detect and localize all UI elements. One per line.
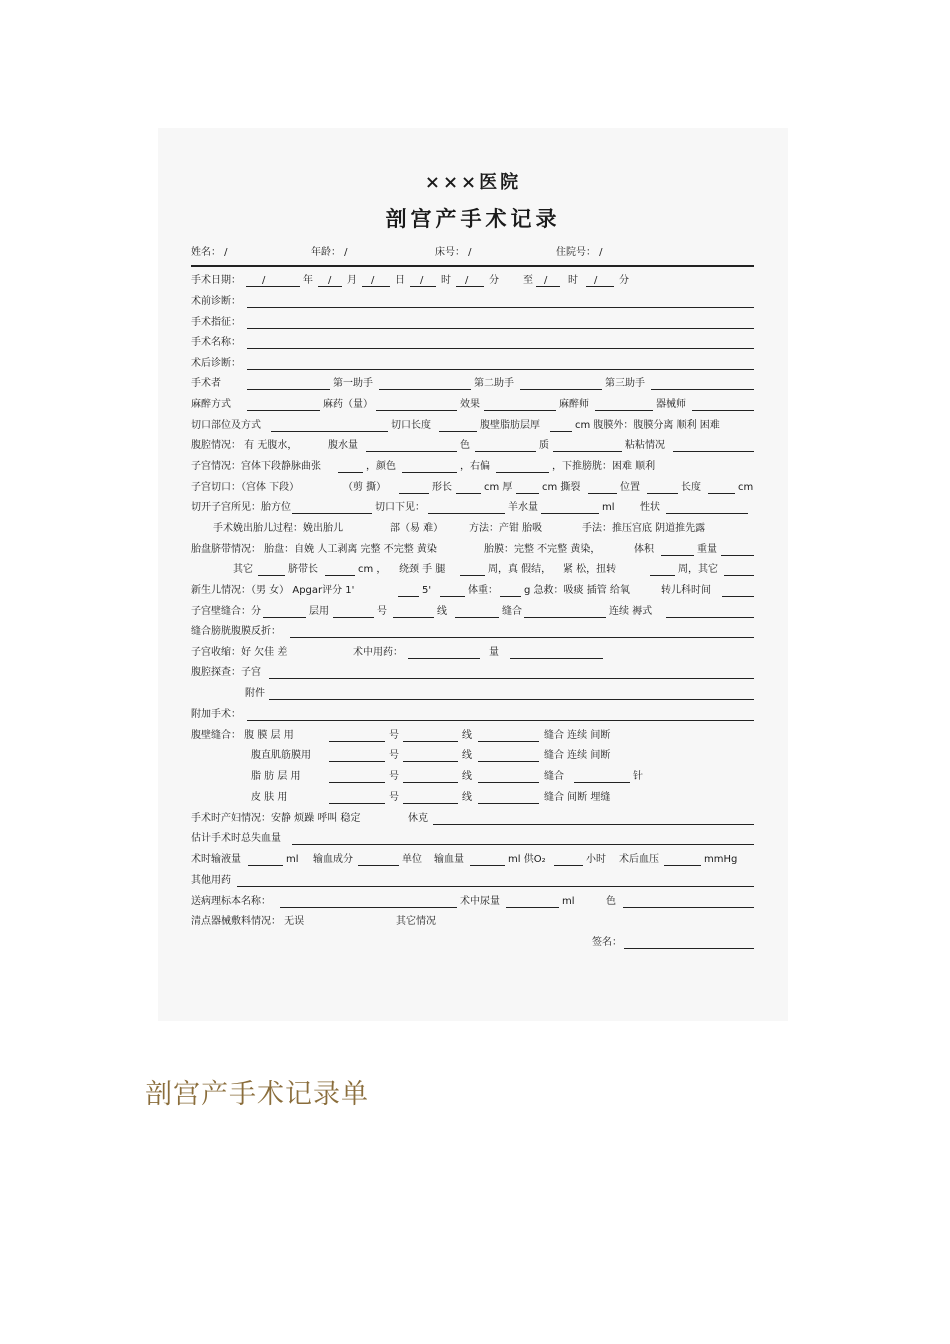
fill-in-line: [666, 617, 754, 618]
field-label: cm ，: [358, 564, 387, 575]
field-label: 部（易 难）: [390, 523, 444, 534]
header-field: 床号： /: [435, 247, 472, 258]
field-label: 分: [619, 275, 629, 286]
field-label: 体重：: [468, 585, 498, 596]
field-label: （剪 撕）: [343, 482, 387, 493]
field-label: 线: [462, 730, 472, 741]
fill-in-line: [541, 513, 599, 514]
fill-in-line: [478, 782, 539, 783]
field-label: ml: [562, 896, 575, 907]
field-label: ，颜色: [366, 461, 396, 472]
field-label: g 急救：吸痰 插管 给氧: [524, 585, 630, 596]
header-field: 姓名： /: [191, 247, 228, 258]
field-label: /: [465, 275, 469, 286]
field-label: 麻醉师: [559, 399, 589, 410]
field-label: 连续 褥式: [609, 606, 653, 617]
fill-in-line: [402, 472, 457, 473]
fill-in-line: [664, 865, 701, 866]
field-label: 分: [489, 275, 499, 286]
field-label: 器械师: [656, 399, 686, 410]
fill-in-line: [403, 782, 458, 783]
field-label: 手法：推压宫底 阴道推先露: [582, 523, 706, 534]
fill-in-line: [574, 782, 630, 783]
field-label: 切口长度: [391, 420, 431, 431]
fill-in-line: [586, 286, 614, 287]
field-label: /: [544, 275, 548, 286]
fill-in-line: [376, 410, 457, 411]
field-label: 脂 肪 层 用: [251, 771, 301, 782]
fill-in-line: [520, 389, 602, 390]
field-label: 线: [462, 771, 472, 782]
form-scan-image: [158, 128, 788, 1021]
fill-in-line: [247, 389, 330, 390]
field-label: 胎盘脐带情况： 胎盘：自娩 人工剥离 完整 不完整 黄染: [191, 544, 437, 555]
field-label: 色: [460, 440, 470, 451]
field-label: 缝合 连续 间断: [544, 730, 611, 741]
fill-in-line: [292, 513, 372, 514]
fill-in-line: [403, 741, 458, 742]
field-label: 号: [389, 730, 399, 741]
fill-in-line: [524, 617, 606, 618]
fill-in-line: [722, 596, 754, 597]
field-label: 线: [462, 792, 472, 803]
field-label: 术后诊断：: [191, 358, 241, 369]
header-divider: [191, 265, 754, 267]
fill-in-line: [271, 431, 388, 432]
fill-in-line: [455, 617, 499, 618]
field-label: 质: [539, 440, 549, 451]
fill-in-line: [475, 451, 536, 452]
fill-in-line: [692, 410, 754, 411]
fill-in-line: [290, 637, 754, 638]
fill-in-line: [624, 948, 754, 949]
field-label: /: [328, 275, 332, 286]
fill-in-line: [258, 575, 285, 576]
fill-in-line: [325, 575, 355, 576]
field-label: 估计手术时总失血量: [191, 833, 281, 844]
field-label: 效果: [460, 399, 480, 410]
field-label: 号: [389, 750, 399, 761]
field-label: 时: [568, 275, 578, 286]
field-label: 体积: [634, 544, 654, 555]
field-label: 粘粘情况: [625, 440, 665, 451]
field-label: 手术名称：: [191, 337, 241, 348]
field-label: 第三助手: [605, 378, 645, 389]
document-caption: 剖宫产手术记录单: [145, 1079, 369, 1110]
fill-in-line: [510, 658, 603, 659]
hospital-name: ×××医院: [424, 172, 522, 193]
field-label: 缝合: [544, 771, 564, 782]
field-label: 缝合: [502, 606, 522, 617]
fill-in-line: [292, 844, 754, 845]
field-label: 其他用药: [191, 875, 231, 886]
field-label: 月: [347, 275, 357, 286]
field-label: 线: [437, 606, 447, 617]
field-label: 术前诊断：: [191, 296, 241, 307]
field-label: cm 腹膜外：腹膜分离 顺利 困难: [575, 420, 720, 431]
field-label: 重量: [697, 544, 717, 555]
field-label: 缝合 连续 间断: [544, 750, 611, 761]
fill-in-line: [263, 617, 306, 618]
field-label: 羊水量: [508, 502, 538, 513]
field-label: 号: [377, 606, 387, 617]
fill-in-line: [329, 803, 385, 804]
field-label: 术时输液量: [191, 854, 241, 865]
field-label: 子宫壁缝合：分: [191, 606, 261, 617]
fill-in-line: [333, 617, 374, 618]
fill-in-line: [588, 493, 617, 494]
field-label: 附加手术：: [191, 709, 241, 720]
fill-in-line: [460, 575, 485, 576]
field-label: 皮 肤 用: [251, 792, 288, 803]
field-label: 腹壁缝合： 腹 膜 层 用: [191, 730, 294, 741]
fill-in-line: [338, 472, 363, 473]
field-label: 缝合膀胱腹膜反折：: [191, 626, 281, 637]
fill-in-line: [478, 803, 539, 804]
fill-in-line: [433, 824, 754, 825]
field-label: cm 撕裂: [542, 482, 581, 493]
field-label: 手术时产妇情况：安静 烦躁 呼叫 稳定: [191, 813, 361, 824]
field-label: 量: [489, 647, 499, 658]
field-label: 线: [462, 750, 472, 761]
field-label: 麻醉方式: [191, 399, 231, 410]
fill-in-line: [379, 389, 471, 390]
field-label: 长度: [681, 482, 701, 493]
fill-in-line: [623, 907, 754, 908]
field-label: 第一助手: [333, 378, 373, 389]
field-label: 脐带长: [288, 564, 318, 575]
fill-in-line: [554, 865, 583, 866]
field-label: 清点器械敷料情况： 无误: [191, 916, 305, 927]
fill-in-line: [666, 513, 748, 514]
fill-in-line: [516, 493, 539, 494]
field-label: 形长: [432, 482, 452, 493]
fill-in-line: [708, 493, 735, 494]
field-label: 方法：产钳 胎吸: [469, 523, 543, 534]
fill-in-line: [358, 865, 399, 866]
fill-in-line: [362, 286, 390, 287]
field-label: 缝合 间断 埋缝: [544, 792, 611, 803]
fill-in-line: [439, 431, 477, 432]
field-label: 时: [441, 275, 451, 286]
form-title: 剖宫产手术记录: [385, 206, 561, 231]
fill-in-line: [269, 699, 754, 700]
fill-in-line: [500, 596, 521, 597]
fill-in-line: [721, 555, 754, 556]
fill-in-line: [595, 410, 653, 411]
field-label: 腹壁脂肪层厚: [480, 420, 540, 431]
field-label: 腹腔探查：子宫: [191, 667, 261, 678]
fill-in-line: [410, 286, 436, 287]
field-label: 单位: [402, 854, 422, 865]
field-label: 输血成分: [313, 854, 353, 865]
fill-in-line: [318, 286, 342, 287]
field-label: 输血量: [434, 854, 464, 865]
field-label: 色: [606, 896, 616, 907]
fill-in-line: [553, 451, 622, 452]
fill-in-line: [470, 865, 505, 866]
fill-in-line: [484, 410, 556, 411]
fill-in-line: [456, 493, 481, 494]
fill-in-line: [496, 472, 549, 473]
fill-in-line: [428, 513, 505, 514]
fill-in-line: [247, 348, 754, 349]
field-label: 周，真 假结，: [488, 564, 552, 575]
field-label: 转儿科时间: [661, 585, 711, 596]
field-label: 日: [395, 275, 405, 286]
fill-in-line: [673, 451, 754, 452]
field-label: 切开子宫所见：胎方位: [191, 502, 291, 513]
field-label: 周，其它: [678, 564, 718, 575]
fill-in-line: [399, 493, 429, 494]
field-label: 附件: [245, 688, 265, 699]
field-label: ml: [286, 854, 299, 865]
field-label: 紧 松，扭转: [563, 564, 617, 575]
field-label: 其它: [233, 564, 253, 575]
fill-in-line: [550, 431, 572, 432]
fill-in-line: [506, 907, 559, 908]
fill-in-line: [280, 907, 457, 908]
field-label: 号: [389, 792, 399, 803]
field-label: 腹直肌筋膜用: [251, 750, 311, 761]
surgery-record-form: [158, 128, 788, 1021]
field-label: /: [420, 275, 424, 286]
fill-in-line: [247, 307, 754, 308]
header-field: 年龄： /: [311, 247, 348, 258]
fill-in-line: [393, 617, 434, 618]
fill-in-line: [440, 596, 465, 597]
fill-in-line: [247, 410, 320, 411]
field-label: 术中尿量: [460, 896, 500, 907]
fill-in-line: [456, 286, 484, 287]
field-label: 送病理标本名称：: [191, 896, 271, 907]
field-label: mmHg: [704, 854, 738, 865]
field-label: 腹腔情况： 有 无腹水，: [191, 440, 298, 451]
field-label: /: [371, 275, 375, 286]
fill-in-line: [650, 575, 675, 576]
field-label: 其它情况: [396, 916, 436, 927]
field-label: 休克: [408, 813, 428, 824]
fill-in-line: [408, 658, 480, 659]
field-label: 子宫情况：宫体下段静脉曲张: [191, 461, 321, 472]
field-label: cm 厚: [484, 482, 513, 493]
field-label: 术后血压: [619, 854, 659, 865]
field-label: 层用: [309, 606, 329, 617]
fill-in-line: [478, 741, 539, 742]
fill-in-line: [329, 761, 385, 762]
field-label: /: [262, 275, 266, 286]
field-label: 腹水量: [328, 440, 358, 451]
field-label: ml 供O₂: [508, 854, 546, 865]
field-label: 切口部位及方式: [191, 420, 261, 431]
field-label: 子宫收缩：好 欠佳 差: [191, 647, 288, 658]
field-label: 麻药（量）: [323, 399, 373, 410]
fill-in-line: [247, 720, 754, 721]
header-field: 住院号： /: [556, 247, 603, 258]
field-label: 年: [303, 275, 313, 286]
fill-in-line: [403, 803, 458, 804]
field-label: ml: [602, 502, 615, 513]
field-label: ，右偏: [460, 461, 490, 472]
fill-in-line: [247, 369, 754, 370]
field-label: 性状: [640, 502, 660, 513]
fill-in-line: [329, 782, 385, 783]
field-label: cm: [738, 482, 754, 493]
fill-in-line: [247, 328, 754, 329]
fill-in-line: [237, 886, 754, 887]
fill-in-line: [366, 451, 457, 452]
field-label: 绕颈 手 腿: [399, 564, 446, 575]
field-label: 5': [422, 585, 432, 596]
fill-in-line: [246, 286, 300, 287]
field-label: /: [594, 275, 598, 286]
fill-in-line: [661, 555, 694, 556]
fill-in-line: [269, 678, 754, 679]
fill-in-line: [329, 741, 385, 742]
field-label: 手术日期：: [191, 275, 241, 286]
fill-in-line: [647, 493, 678, 494]
field-label: 手术娩出胎儿过程：娩出胎儿: [213, 523, 343, 534]
field-label: 切口下见：: [375, 502, 425, 513]
fill-in-line: [403, 761, 458, 762]
field-label: ，下推膀胱：困难 顺利: [552, 461, 656, 472]
field-label: 位置: [620, 482, 640, 493]
fill-in-line: [398, 596, 419, 597]
field-label: 子宫切口：（宫体 下段）: [191, 482, 300, 493]
field-label: 胎膜：完整 不完整 黄染，: [484, 544, 601, 555]
field-label: 小时: [586, 854, 606, 865]
fill-in-line: [724, 575, 754, 576]
fill-in-line: [651, 389, 754, 390]
field-label: 术中用药：: [353, 647, 403, 658]
field-label: 第二助手: [474, 378, 514, 389]
field-label: 至: [523, 275, 533, 286]
fill-in-line: [536, 286, 560, 287]
field-label: 针: [633, 771, 643, 782]
field-label: 手术指征：: [191, 317, 241, 328]
fill-in-line: [248, 865, 283, 866]
field-label: 新生儿情况：（男 女） Apgar评分 1': [191, 585, 355, 596]
fill-in-line: [478, 761, 539, 762]
field-label: 手术者: [191, 378, 221, 389]
field-label: 号: [389, 771, 399, 782]
field-label: 签名：: [592, 937, 622, 948]
